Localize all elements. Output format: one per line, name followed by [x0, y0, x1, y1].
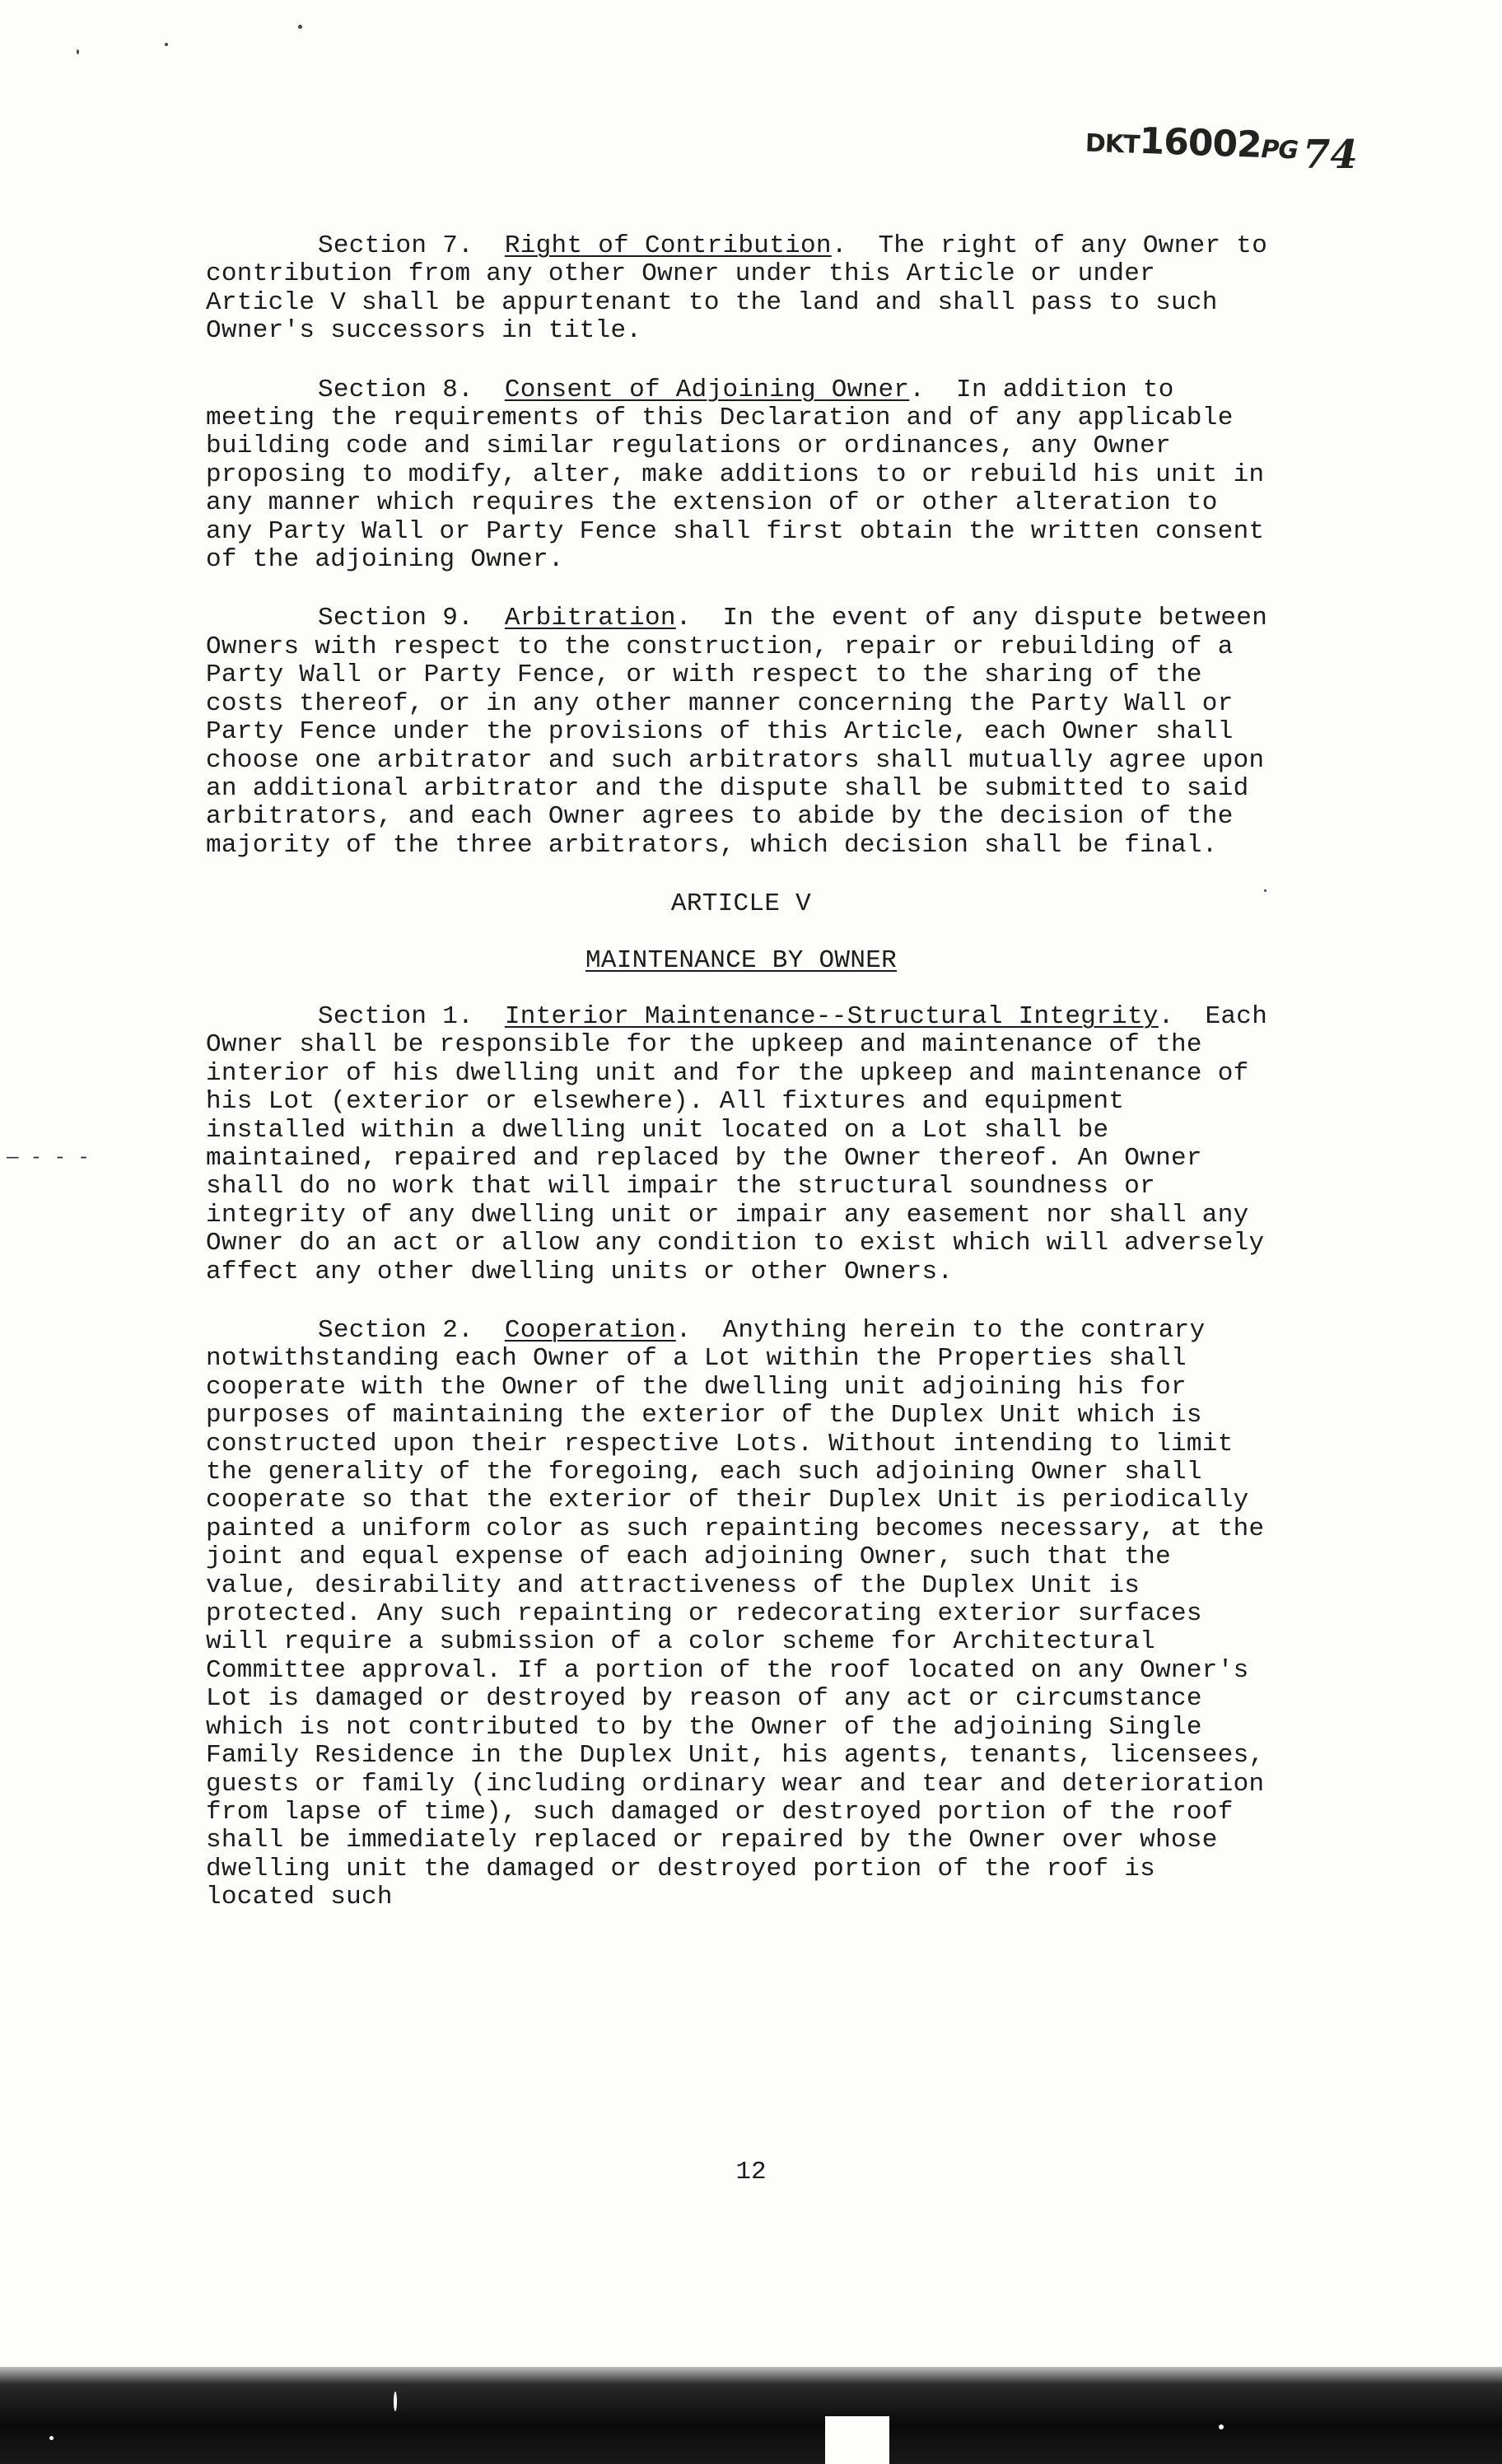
stamp-page-number: 74: [1303, 132, 1358, 178]
article-title: ARTICLE V: [670, 889, 812, 919]
article-v-section-1: Section 1. Interior Maintenance--Structural Integrity. Each Owner shall be responsible for the upkeep and maintenance of the interior of his dwelling unit and for the upkeep and maintenance of his Lot (exterior or elsewhere). All fixtures and equipment installed within a dwelling unit located on a Lot shall be maintained, repaired and replaced by the Owner thereof. An Owner shall do no work that will impair the structural soundness or integrity of any dwelling unit or impair any easement nor shall any Owner do an act or allow any condition to exist which will adversely affect any other dwelling units or other Owners.: [206, 1001, 1268, 1286]
stamp-book: DKT: [1085, 128, 1140, 160]
article-v-section-1-heading: Interior Maintenance--Structural Integrity: [504, 1001, 1159, 1031]
section-9: Section 9. Arbitration. In the event of any dispute between Owners with respect to the construction, repair or rebuilding of a Party Wall or Party Fence, or with respect to the sharing of the costs thereof, or in any other manner concerning the Party Wall or Party Fence under the provisions of this Article, each Owner shall choose one arbitrator and such arbitrators shall mutually agree upon an additional arbitrator and the dispute shall be submitted to said arbitrators, and each Owner agrees to abide by the decision of the majority of the three arbitrators, which decision shall be final.: [206, 604, 1268, 860]
article-v-section-1-label: Section 1.: [318, 1001, 474, 1031]
section-8: Section 8. Consent of Adjoining Owner. In addition to meeting the requirements of this Declaration and of any applicable building code and similar regulations or ordinances, any Owner proposing to modify, alter, make additions to or rebuild his unit in any manner which requires the extension of or other alteration to any Party Wall or Party Fence shall first obtain the written consent of the adjoining Owner.: [206, 375, 1265, 575]
scan-bottom-edge: [0, 2367, 1502, 2464]
page-number: 12: [735, 2158, 767, 2186]
article-v-section-2-heading: Cooperation: [504, 1316, 676, 1345]
section-7-label: Section 7.: [318, 231, 474, 260]
stamp-pg: PG: [1260, 134, 1299, 166]
section-8-text: In addition to meeting the requirements of this Declaration and of any applicable building code and similar regulations or ordinances, any Owner proposing to modify, alter, make additions to or rebuild his unit in any manner which requires the extension of or other alteration to any Party Wall or Party Fence shall first obtain the written consent of the adjoining Owner.: [206, 375, 1265, 575]
section-9-text: In the event of any dispute between Owners with respect to the construction, repair or rebuilding of a Party Wall or Party Fence, or with respect to the sharing of the costs thereof, or in any other manner concerning the Party Wall or Party Fence under the provisions of this Article, each Owner shall choose one arbitrator and such arbitrators shall mutually agree upon an additional arbitrator and the dispute shall be submitted to said arbitrators, and each Owner agrees to abide by the decision of the majority of the three arbitrators, which decision shall be final.: [206, 604, 1268, 860]
stamp-number: 16002: [1138, 119, 1262, 166]
margin-mark: — - - -: [7, 1147, 90, 1169]
article-subtitle: [206, 947, 1276, 975]
scan-speck: [49, 2436, 54, 2440]
section-7: Section 7. Right of Contribution. The right of any Owner to contribution from any other Owner under this Article or under Article V shall be appurtenant to the land and shall pass to such Owner's successors in title.: [206, 231, 1268, 346]
scan-speck: [394, 2392, 397, 2411]
section-7-heading: Right of Contribution: [504, 231, 832, 260]
article-v-section-2: Section 2. Cooperation. Anything herein to the contrary notwithstanding each Owner of a Lot within the Properties shall cooperate with the Owner of the dwelling unit adjoining his for purposes of maintaining the exterior of the Duplex Unit which is constructed upon their respective Lots. Without intending to limit the generality of the foregoing, each such adjoining Owner shall cooperate so that the exterior of their Duplex Unit is periodically painted a uniform color as such repainting becomes necessary, at the joint and equal expense of each adjoining Owner, such that the value, desirability and attractiveness of the Duplex Unit is protected. Any such repainting or redecorating exterior surfaces will require a submission of a color scheme for Architectural Committee approval. If a portion of the roof located on any Owner's Lot is damaged or destroyed by reason of any act or circumstance which is not contributed to by the Owner of the adjoining Single Family Residence in the Duplex Unit, his agents, tenants, licensees, guests or family (including ordinary wear and tear and deterioration from lapse of time), such damaged or destroyed portion of the roof shall be immediately replaced or repaired by the Owner over whose dwelling unit the damaged or destroyed portion of the roof is located such: [206, 1316, 1265, 1912]
section-9-label: Section 9.: [318, 604, 474, 633]
scan-speck: [1219, 2424, 1224, 2429]
document-body: [206, 232, 1276, 1943]
article-v-section-2-label: Section 2.: [318, 1316, 474, 1345]
recording-stamp: [1085, 119, 1299, 168]
section-8-label: Section 8.: [318, 375, 474, 404]
section-8-heading: Consent of Adjoining Owner: [504, 375, 910, 404]
article-v-section-2-text: Anything herein to the contrary notwithstanding each Owner of a Lot within the Properties shall cooperate with the Owner of the dwelling unit adjoining his for purposes of maintaining the exterior of the Duplex Unit which is constructed upon their respective Lots. Without intending to limit the generality of the foregoing, each such adjoining Owner shall cooperate so that the exterior of their Duplex Unit is periodically painted a uniform color as such repainting becomes necessary, at the joint and equal expense of each adjoining Owner, such that the value, desirability and attractiveness of the Duplex Unit is protected. Any such repainting or redecorating exterior surfaces will require a submission of a color scheme for Architectural Committee approval. If a portion of the roof located on any Owner's Lot is damaged or destroyed by reason of any act or circumstance which is not contributed to by the Owner of the adjoining Single Family Residence in the Duplex Unit, his agents, tenants, licensees, guests or family (including ordinary wear and tear and deterioration from lapse of time), such damaged or destroyed portion of the roof shall be immediately replaced or repaired by the Owner over whose dwelling unit the damaged or destroyed portion of the roof is located such: [206, 1316, 1265, 1912]
scan-notch: [825, 2416, 889, 2464]
section-7-text: The right of any Owner to contribution from any other Owner under this Article or under Article V shall be appurtenant to the land and shall pass to such Owner's successors in title.: [206, 231, 1268, 346]
section-9-heading: Arbitration: [504, 604, 676, 633]
article-subtitle-text: MAINTENANCE BY OWNER: [585, 945, 898, 975]
article-v-section-1-text: Each Owner shall be responsible for the upkeep and maintenance of the interior of his dwelling unit and for the upkeep and maintenance of his Lot (exterior or elsewhere). All fixtures and equipment installed within a dwelling unit located on a Lot shall be maintained, repaired and replaced by the Owner thereof. An Owner shall do no work that will impair the structural soundness or integrity of any dwelling unit or impair any easement nor shall any Owner do an act or allow any condition to exist which will adversely affect any other dwelling units or other Owners.: [206, 1001, 1268, 1286]
